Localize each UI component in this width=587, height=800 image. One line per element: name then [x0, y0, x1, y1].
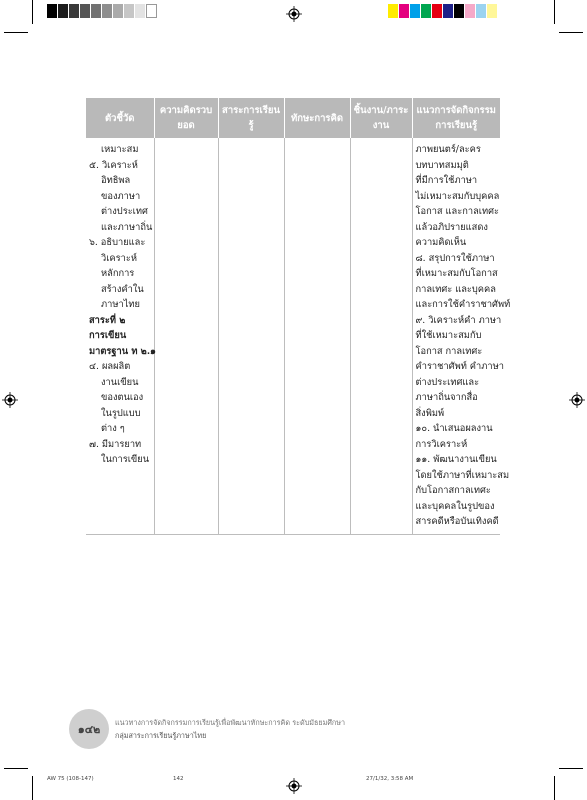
header-workpiece: ชิ้นงาน/ภาระงาน — [350, 98, 412, 138]
color-swatch — [421, 4, 432, 18]
indicator-line: เหมาะสม — [101, 144, 139, 155]
activity-line: ๘. สรุปการใช้ภาษา — [415, 252, 495, 264]
activity-line: ๙. วิเคราะห์คำ ภาษา — [415, 314, 502, 326]
registration-mark-icon — [2, 392, 18, 408]
header-indicator: ตัวชี้วัด — [86, 98, 154, 138]
activity-guide-cell — [412, 138, 511, 534]
indicator-line: และภาษาถิ่น — [101, 221, 153, 233]
activity-line: ๑๐. นำเสนอผลงาน — [415, 423, 493, 434]
indicator-line: หลักการ — [101, 268, 135, 279]
footer-book-title: แนวทางการจัดกิจกรรมการเรียนรู้เพื่อพัฒนาทักษะการคิด ระดับมัธยมศึกษา — [115, 718, 346, 727]
indicator-line: ของตนเอง — [101, 392, 144, 403]
indicator-line: ในรูปแบบ — [101, 407, 141, 419]
indicator-line: มาตรฐาน ท ๒.๑ — [89, 345, 156, 357]
activity-line: บทบาทสมมุติ — [415, 159, 469, 171]
gray-swatch — [58, 4, 69, 18]
gray-swatch — [102, 4, 113, 18]
indicator-line: ในการเขียน — [101, 454, 150, 465]
activity-line: ที่มีการใช้ภาษา — [415, 175, 478, 186]
color-swatch — [432, 4, 443, 18]
indicator-line: งานเขียน — [101, 376, 139, 388]
activity-line: ที่ใช้เหมาะสมกับ — [415, 330, 482, 341]
slug-date: 27/1/32, 3:58 AM — [366, 776, 414, 782]
header-thinking-skill: ทักษะการคิด — [284, 98, 350, 138]
color-swatch — [410, 4, 421, 18]
header-concept: ความคิดรวบยอด — [154, 98, 218, 138]
page-number-badge: ๑๔๒ — [69, 709, 109, 749]
color-swatch — [454, 4, 465, 18]
color-swatch — [476, 4, 487, 18]
process-color-bar — [388, 4, 498, 18]
indicator-line: ต่าง ๆ — [101, 423, 125, 434]
slug-page: 142 — [173, 776, 184, 782]
gray-swatch — [47, 4, 58, 18]
activity-line: ต่างประเทศและ — [415, 376, 480, 388]
indicator-line: ภาษาไทย — [101, 299, 140, 310]
indicator-line: วิเคราะห์ — [101, 252, 137, 264]
color-swatch — [399, 4, 410, 18]
gray-swatch — [113, 4, 124, 18]
indicator-line: ของภาษา — [101, 190, 141, 202]
activity-line: และบุคคลในรูปของ — [415, 500, 495, 512]
indicator-line: สร้างคำใน — [101, 283, 144, 295]
slug-file-name: AW 75 (108-147) — [47, 776, 94, 782]
gray-swatch — [69, 4, 80, 18]
indicator-line: อิทธิพล — [101, 175, 131, 186]
activity-line: ความคิดเห็น — [415, 237, 467, 248]
indicator-line: ๖. อธิบายและ — [89, 237, 146, 248]
indicator-line: สาระที่ ๒ — [89, 314, 126, 326]
registration-mark-icon — [286, 6, 302, 22]
activity-line: คำราชาศัพท์ คำภาษา — [415, 361, 504, 372]
gray-swatch — [135, 4, 146, 18]
activity-line: สารคดีหรือบันเทิงคดี — [415, 516, 499, 527]
color-swatch — [487, 4, 498, 18]
color-swatch — [465, 4, 476, 18]
table-header-row — [86, 98, 500, 138]
activity-line: และการใช้คำราชาศัพท์ — [415, 299, 511, 310]
registration-mark-icon — [286, 778, 302, 794]
indicator-line: ต่างประเทศ — [101, 206, 148, 217]
indicator-line: ๗. มีมารยาท — [89, 438, 142, 450]
activity-line: โอกาส กาลเทศะ — [415, 345, 483, 357]
activity-line: แล้วอภิปรายแสดง — [415, 221, 488, 233]
color-swatch — [388, 4, 399, 18]
learning-content-cell — [218, 138, 284, 534]
workpiece-cell — [350, 138, 412, 534]
concept-cell — [154, 138, 218, 534]
indicator-line: ๕. วิเคราะห์ — [89, 159, 138, 171]
footer-subject-group: กลุ่มสาระการเรียนรู้ภาษาไทย — [115, 731, 207, 740]
table-row — [86, 138, 500, 534]
indicator-line: ๔. ผลผลิต — [89, 361, 131, 372]
gray-swatch — [146, 4, 157, 18]
indicator-cell — [86, 138, 154, 534]
thinking-skill-cell — [284, 138, 350, 534]
activity-line: โดยใช้ภาษาที่เหมาะสม — [415, 469, 510, 481]
header-learning-content: สาระการเรียนรู้ — [218, 98, 284, 138]
activity-line: ภาษาถิ่นจากสื่อ — [415, 392, 478, 403]
activity-line: ภาพยนตร์/ละคร — [415, 144, 481, 155]
activity-line: โอกาส และกาลเทศะ — [415, 206, 499, 217]
activity-line: ๑๑. พัฒนางานเขียน — [415, 454, 497, 465]
activity-line: กาลเทศะ และบุคคล — [415, 283, 496, 295]
activity-line: ไม่เหมาะสมกับบุคคล — [415, 190, 500, 202]
learning-plan-table — [86, 98, 511, 535]
activity-line: สิ่งพิมพ์ — [415, 407, 445, 419]
gray-swatch — [91, 4, 102, 18]
activity-line: กับโอกาสกาลเทศะ — [415, 485, 491, 496]
gray-swatch — [80, 4, 91, 18]
header-activity-guide: แนวการจัดกิจกรรมการเรียนรู้ — [412, 98, 500, 138]
indicator-line: การเขียน — [89, 330, 127, 341]
activity-line: การวิเคราะห์ — [415, 438, 468, 450]
gray-swatch — [124, 4, 135, 18]
color-swatch — [443, 4, 454, 18]
grayscale-color-bar — [47, 4, 157, 18]
registration-mark-icon — [569, 392, 585, 408]
activity-line: ที่เหมาะสมกับโอกาส — [415, 268, 498, 279]
